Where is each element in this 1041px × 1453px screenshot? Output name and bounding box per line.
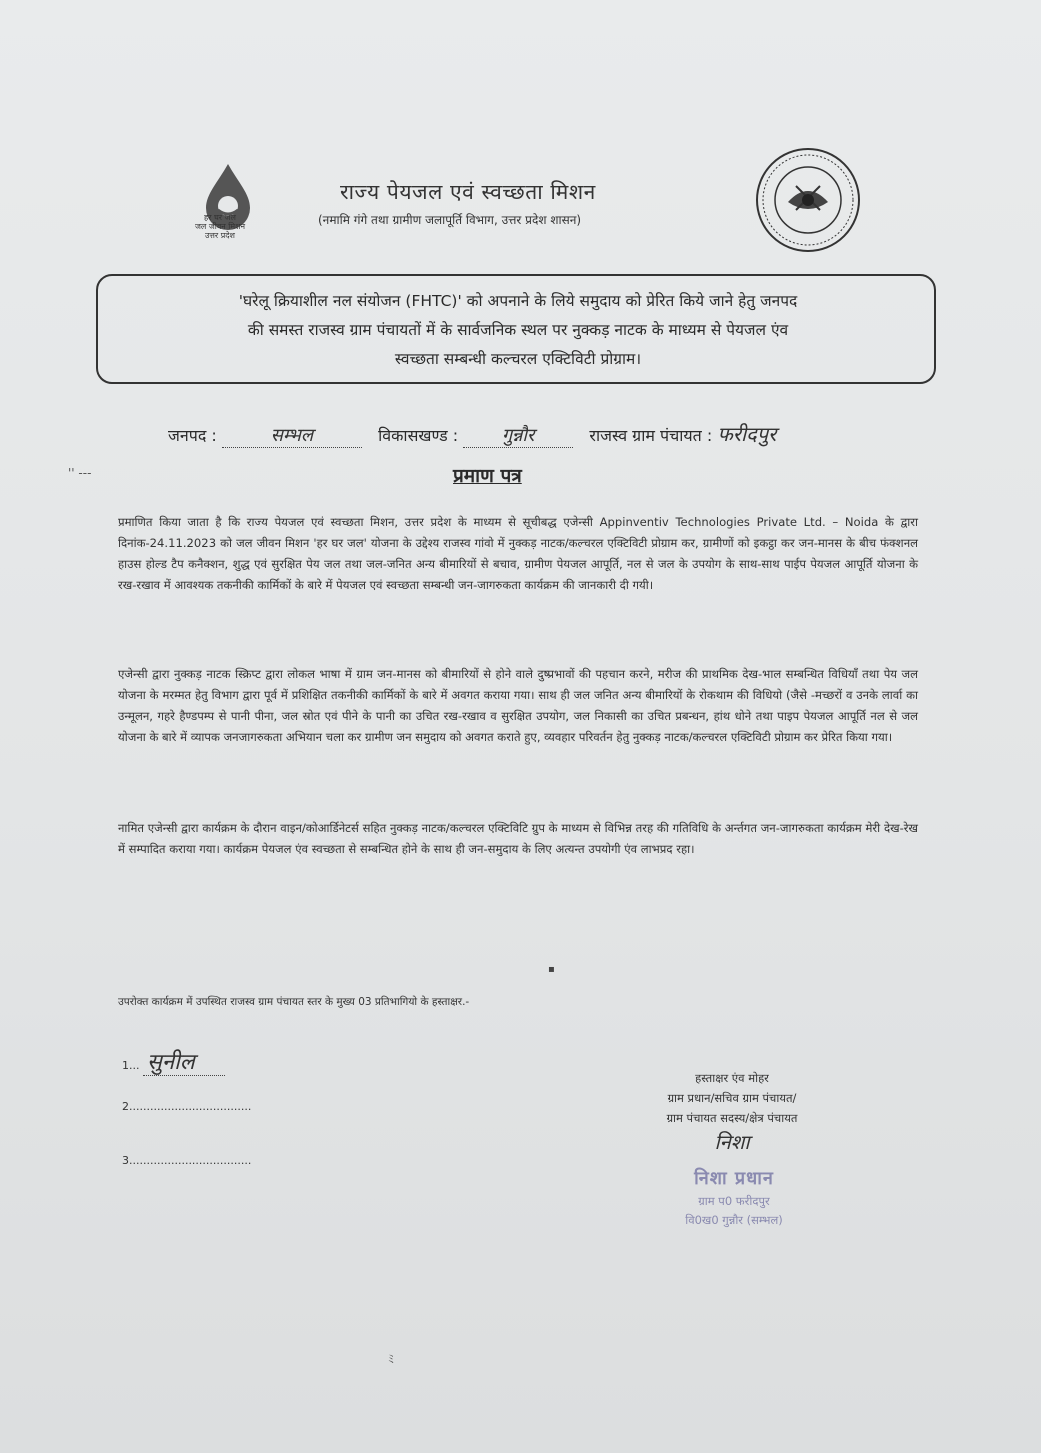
signatory-line: हस्ताक्षर एंव मोहर — [695, 1071, 769, 1085]
program-title — [118, 287, 918, 374]
witness-1-number: 1... — [122, 1059, 140, 1072]
program-line: की समस्त राजस्व ग्राम पंचायतों में के सार्वजनिक स्थल पर नुक्कड़ नाटक के माध्यम से पेयजल एंव — [247, 321, 789, 339]
up-government-seal — [754, 146, 862, 254]
stray-mark: ▪ — [548, 964, 555, 975]
stamp-line: वि0ख0 गुन्नौर (सम्भल) — [685, 1213, 783, 1227]
signatory-line: ग्राम पंचायत सदस्य/क्षेत्र पंचायत — [666, 1111, 798, 1125]
logo-caption-line: हर घर जल — [204, 213, 236, 222]
certificate-paragraph-2: एजेन्सी द्वारा नुक्कड़ नाटक स्क्रिप्ट द्वारा लोकल भाषा में ग्राम जन-मानस को बीमारियों से होने वाले दुष्प्रभावों की पहचान करने, मरीज की प्राथमिक देख-भाल सम्बन्धित विधियाँ तथा पेय जल योजना के मरम्मत हेतु विभाग द्वारा पूर्व में प्रशिक्षित तकनीकी कार्मिकों के बारे में अवगत कराया गया। साथ ही जल जनित अन्य बीमारियों के रोकथाम की विधियो (जैसे -मच्छरों व उनके लार्वा का उन्मूलन, गहरे हैण्डपम्प से पानी पीना, जल स्रोत एवं पीने के पानी का उचित रख-रखाव व सुरक्षित उपयोग, जल निकासी का उचित प्रबन्धन, हांथ धोने तथा पाइप पेयजल आपूर्ति नल से जल योजना के बारे में व्यापक जनजागरुकता अभियान चला कर ग्रामीण जन समुदाय को अवगत कराते हुए, व्यवहार परिवर्तन हेतु नुक्कड़ नाटक/कल्चरल एक्टिविटी प्रोग्राम कर प्रेरित किया गया। — [118, 667, 918, 744]
stamp-name: निशा प्रधान — [694, 1168, 774, 1189]
stamp-line: ग्राम प0 फरीदपुर — [698, 1194, 770, 1208]
mission-subtitle: (नमामि गंगे तथा ग्रामीण जलापूर्ति विभाग, उत्तर प्रदेश शासन) — [318, 213, 582, 227]
district-label: जनपद : — [168, 426, 217, 445]
program-line: 'घरेलू क्रियाशील नल संयोजन (FHTC)' को अपनाने के लिये समुदाय को प्रेरित किये जाने हेतु जनपद — [238, 292, 798, 310]
location-fields — [168, 420, 1008, 448]
logo-caption-line: उत्तर प्रदेश — [205, 231, 235, 240]
logo-caption — [175, 213, 265, 240]
district-field — [222, 423, 362, 448]
block-label: विकासखण्ड : — [378, 426, 459, 445]
logo-caption-line: जल जीवन मिशन — [194, 222, 246, 231]
panchayat-value: फरीदपुर — [717, 422, 777, 446]
block-value: गुन्नौर — [502, 425, 535, 446]
program-line: स्वच्छता सम्बन्धी कल्चरल एक्टिविटी प्रोग्राम। — [394, 350, 642, 368]
witness-1-signature: सुनील — [143, 1050, 225, 1076]
stray-marks: '' --- — [68, 466, 92, 480]
pradhan-stamp — [624, 1166, 844, 1228]
stray-mark: ﾐ — [388, 1352, 395, 1366]
witness-2: 2................................... — [122, 1100, 252, 1113]
certificate-title: प्रमाण पत्र — [453, 465, 522, 487]
signatory-signature: निशा — [714, 1130, 750, 1154]
block-field — [463, 423, 573, 448]
panchayat-label: राजस्व ग्राम पंचायत : — [589, 426, 713, 445]
certificate-paragraph-3: नामित एजेन्सी द्वारा कार्यक्रम के दौरान वाइन/कोआर्डिनेटर्स सहित नुक्कड़ नाटक/कल्चरल एक्टिविटि ग्रुप के माध्यम से विभिन्न तरह की गतिविधि के अर्न्तगत जन-जागरुकता कार्यक्रम मेरी देख-रेख में सम्पादित कराया गया। कार्यक्रम पेयजल एंव स्वच्छता से सम्बन्धित होने के साथ ही जन-समुदाय के लिए अत्यन्त उपयोगी एंव लाभप्रद रहा। — [118, 821, 918, 856]
witness-intro: उपरोक्त कार्यक्रम में उपस्थित राजस्व ग्राम पंचायत स्तर के मुख्य 03 प्रतिभागियो के हस्ताक्षर.- — [118, 996, 470, 1008]
signatory-block — [612, 1068, 852, 1152]
signatory-line: ग्राम प्रधान/सचिव ग्राम पंचायत/ — [667, 1091, 797, 1105]
witness-1 — [122, 1046, 225, 1076]
mission-title: राज्य पेयजल एवं स्वच्छता मिशन — [340, 180, 596, 204]
district-value: सम्भल — [270, 425, 314, 446]
certificate-paragraph-1: प्रमाणित किया जाता है कि राज्य पेयजल एवं स्वच्छता मिशन, उत्तर प्रदेश के माध्यम से सूचीबद्ध एजेन्सी Appinventiv Technologies Private Ltd. – Noida के द्वारा दिनांक-24.11.2023 को जल जीवन मिशन 'हर घर जल' योजना के उद्देश्य राजस्व गांवो में नुक्कड़ नाटक/कल्चरल एक्टिविटी प्रोग्राम कर, ग्रामीणों को इकट्ठा कर जन-मानस के बीच फंक्शनल हाउस होल्ड टैप कनैक्शन, शुद्ध एवं सुरक्षित पेय जल तथा जल-जनित अन्य बीमारियों से बचाव, ग्रामीण पेयजल आपूर्ति, नल से जल के उपयोग के साथ-साथ पाईप पेयजल आपूर्ति योजना के रख-रखाव में आवश्यक तकनीकी कार्मिकों के बारे में पेयजल एवं स्वच्छता सम्बन्धी जन-जागरुकता कार्यक्रम की जानकारी दी गयी। — [118, 515, 918, 592]
witness-3: 3................................... — [122, 1154, 252, 1167]
